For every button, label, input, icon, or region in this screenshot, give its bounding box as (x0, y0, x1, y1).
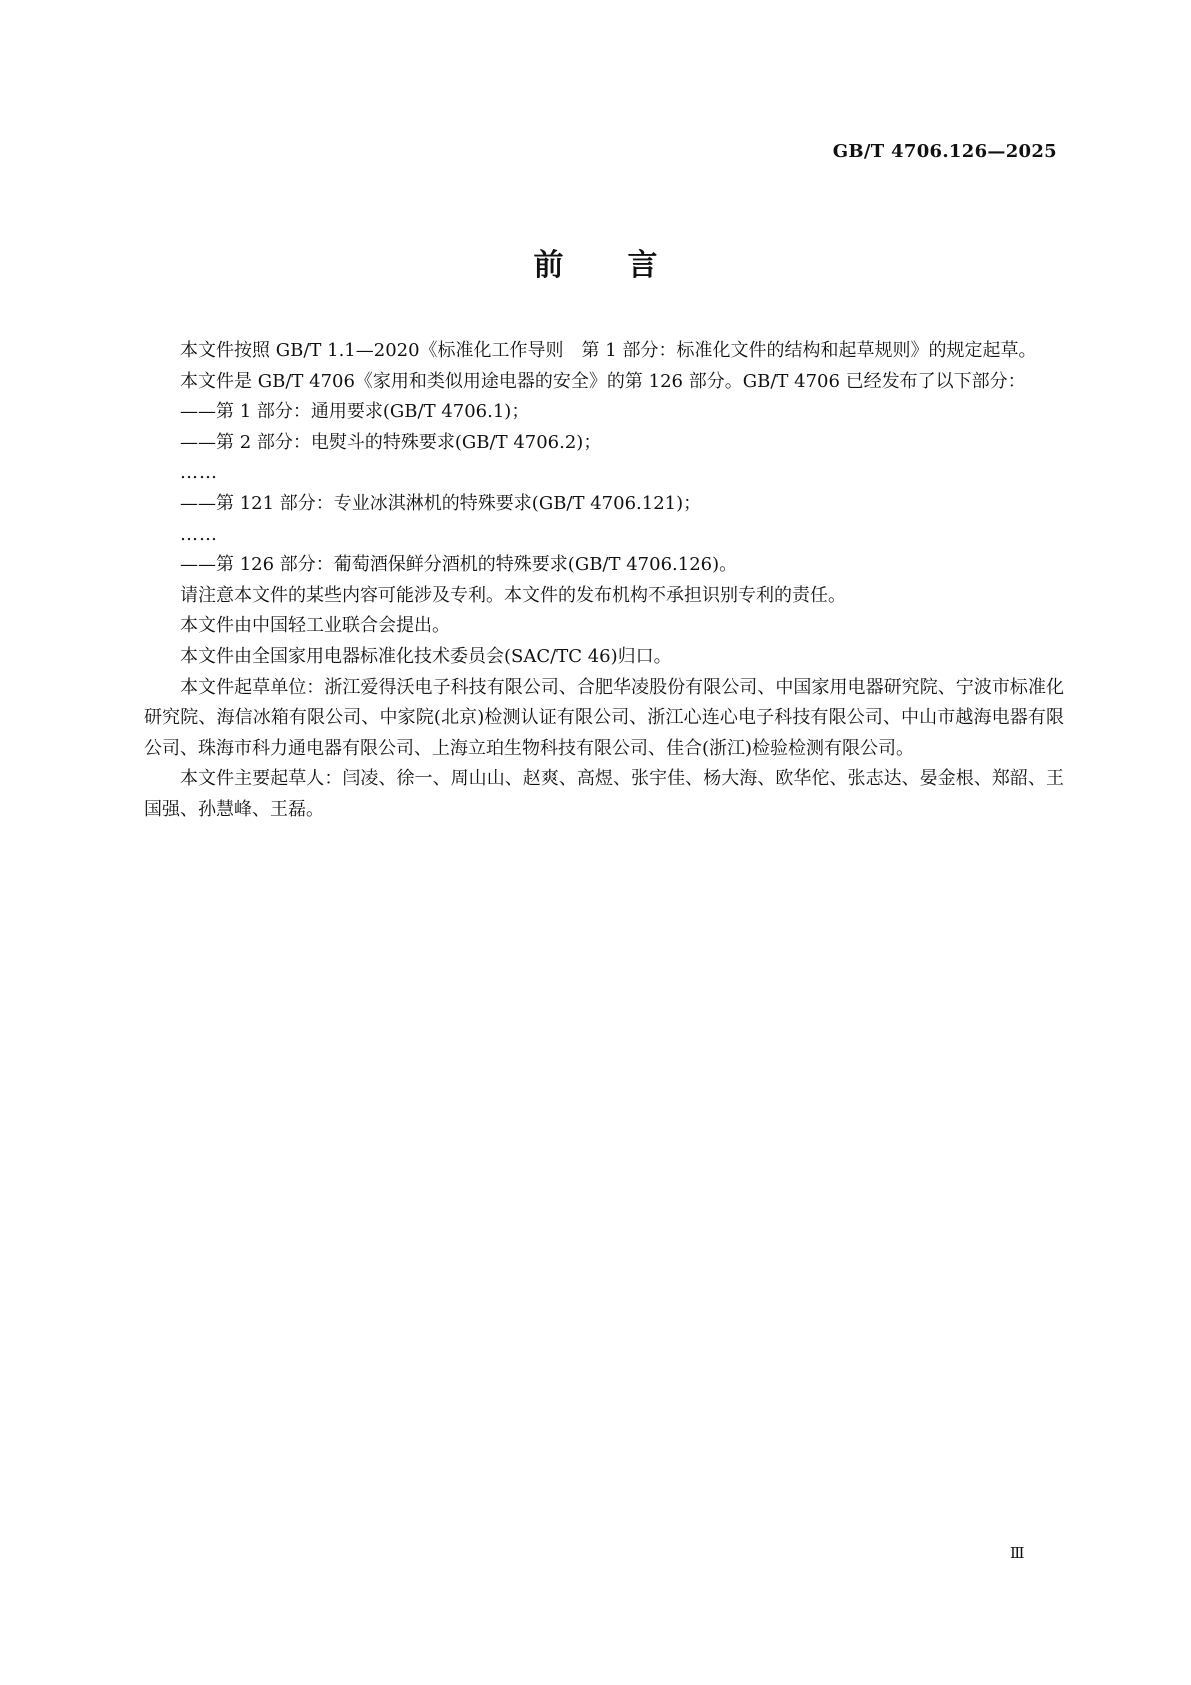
page-title: 前言 (533, 248, 722, 283)
list-item-part-121: ——第 121 部分：专业冰淇淋机的特殊要求(GB/T 4706.121)； (180, 492, 702, 514)
paragraph-drafting-rules: 本文件按照 GB/T 1.1—2020《标准化工作导则 第 1 部分：标准化文件的结构和起草规则》的规定起草。 (180, 340, 1037, 361)
paragraph-drafters: 本文件主要起草人：闫凌、徐一、周山山、赵爽、高煜、张宇佳、杨大海、欧华佗、张志达、晏金根、郑韶、王国强、孙慧峰、王磊。 (144, 768, 1064, 820)
list-item-part-1: ——第 1 部分：通用要求(GB/T 4706.1)； (180, 401, 530, 423)
list-ellipsis: …… (180, 523, 218, 545)
list-ellipsis: …… (180, 462, 218, 484)
foreword-body (144, 336, 1064, 826)
paragraph-part-intro: 本文件是 GB/T 4706《家用和类似用途电器的安全》的第 126 部分。GB/T 4706 已经发布了以下部分： (180, 370, 1026, 392)
paragraph-drafting-units: 本文件起草单位：浙江爱得沃电子科技有限公司、合肥华凌股份有限公司、中国家用电器研究院、宁波市标准化研究院、海信冰箱有限公司、中家院(北京)检测认证有限公司、浙江心连心电子科技有限公司、中山市越海电器有限公司、珠海市科力通电器有限公司、上海立珀生物科技有限公司、佳合(浙江)检验检测有限公司。 (144, 676, 1064, 759)
standard-code: GB/T 4706.126—2025 (832, 141, 1057, 162)
paragraph-proposer: 本文件由中国轻工业联合会提出。 (180, 615, 450, 637)
page-number: Ⅲ (1010, 1544, 1024, 1562)
list-item-part-126: ——第 126 部分：葡萄酒保鲜分酒机的特殊要求(GB/T 4706.126)。 (180, 554, 738, 576)
paragraph-patent-notice: 请注意本文件的某些内容可能涉及专利。本文件的发布机构不承担识别专利的责任。 (180, 584, 846, 606)
paragraph-technical-committee: 本文件由全国家用电器标准化技术委员会(SAC/TC 46)归口。 (180, 645, 672, 667)
list-item-part-2: ——第 2 部分：电熨斗的特殊要求(GB/T 4706.2)； (180, 431, 602, 453)
